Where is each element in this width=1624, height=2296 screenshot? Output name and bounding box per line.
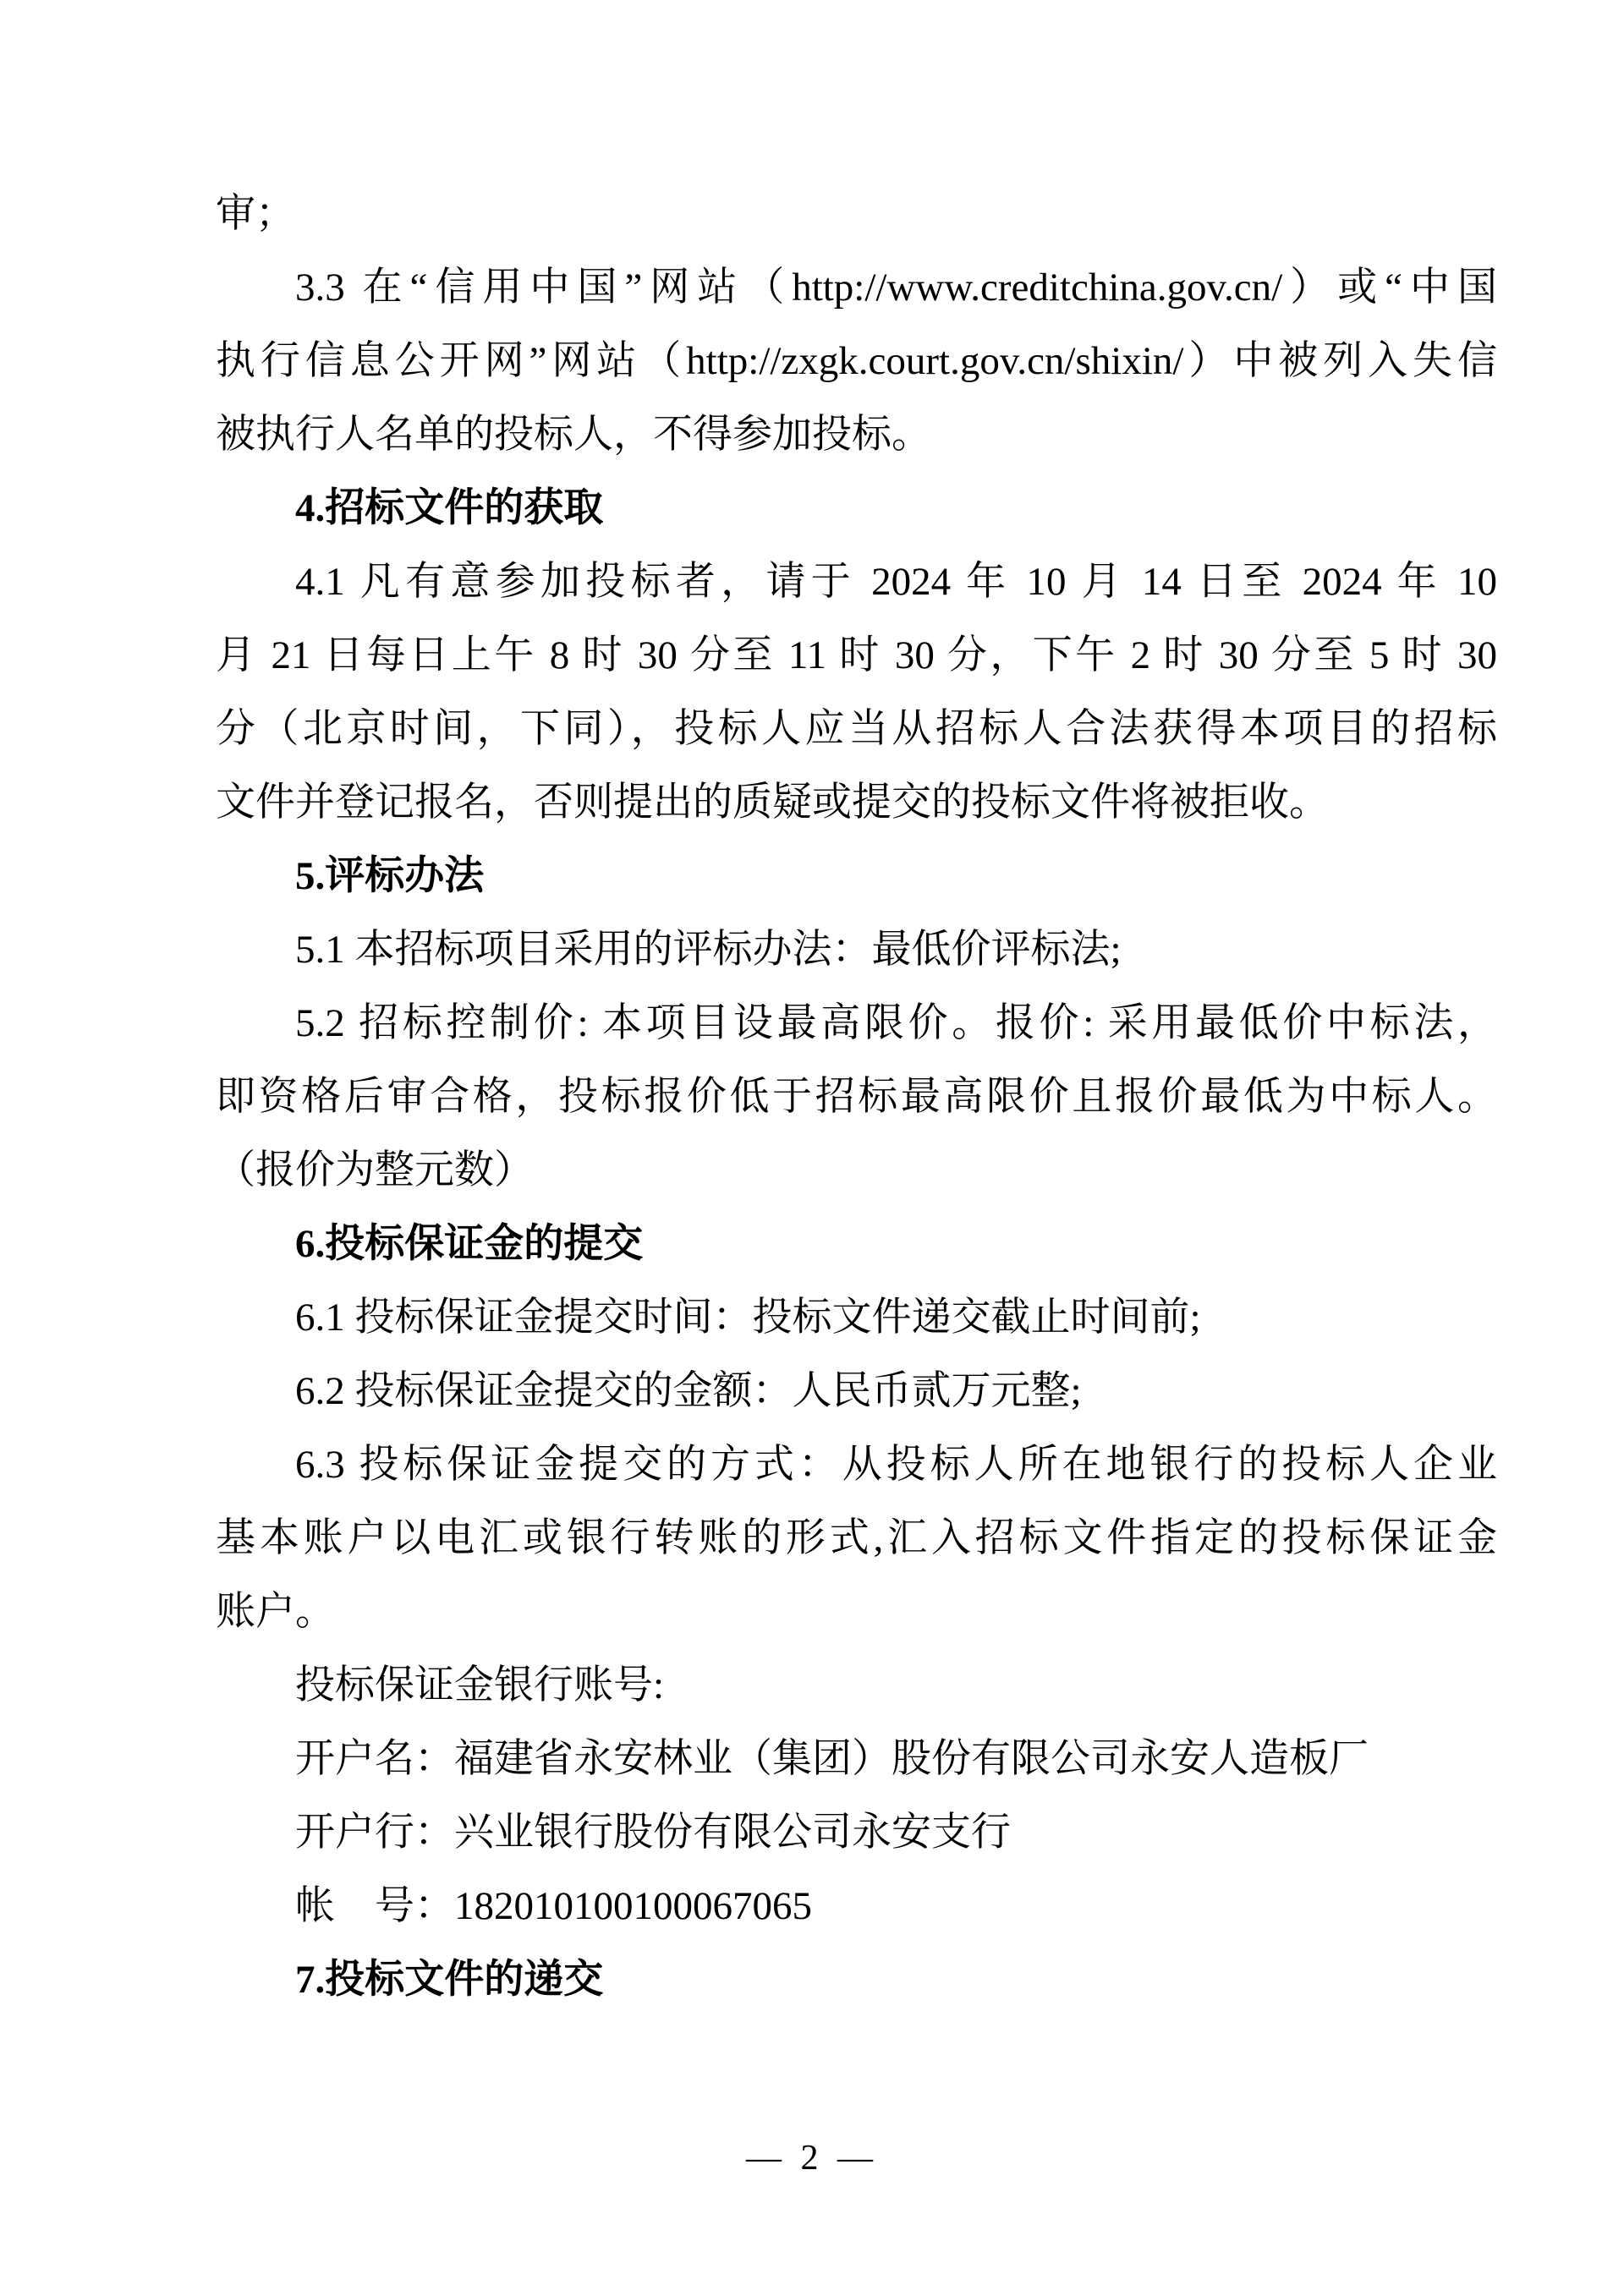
document-body bbox=[216, 178, 1497, 2017]
deposit-account-intro: 投标保证金银行账号: bbox=[295, 1663, 665, 1707]
section-7-heading: 7.投标文件的递交 bbox=[295, 1958, 604, 2002]
section-4-heading: 4.招标文件的获取 bbox=[295, 486, 604, 530]
clause-6-3-line-2: 基本账户以电汇或银行转账的形式,汇入招标文件指定的投标保证金 bbox=[216, 1516, 1497, 1560]
section-6-heading: 6.投标保证金的提交 bbox=[295, 1222, 644, 1266]
clause-6-3-line-1: 6.3 投标保证金提交的方式：从投标人所在地银行的投标人企业 bbox=[295, 1443, 1497, 1487]
clause-6-3-line-3: 账户。 bbox=[216, 1590, 335, 1634]
clause-4-1-line-1: 4.1 凡有意参加投标者，请于 2024 年 10 月 14 日至 2024 年 10 bbox=[295, 560, 1497, 604]
page-number: — 2 — bbox=[746, 2139, 878, 2178]
account-number-line: 帐 号：182010100100067065 bbox=[295, 1884, 812, 1928]
clause-3-3-line-3: 被执行人名单的投标人，不得参加投标。 bbox=[216, 413, 931, 457]
account-name-line: 开户名：福建省永安林业（集团）股份有限公司永安人造板厂 bbox=[295, 1737, 1369, 1781]
clause-4-1-line-3: 分（北京时间，下同），投标人应当从招标人合法获得本项目的招标 bbox=[216, 707, 1497, 751]
clause-4-1-line-4: 文件并登记报名，否则提出的质疑或提交的投标文件将被拒收。 bbox=[216, 781, 1329, 825]
carryover-line: 审； bbox=[216, 192, 295, 236]
clause-5-1: 5.1 本招标项目采用的评标办法：最低价评标法; bbox=[295, 928, 1122, 972]
clause-6-2: 6.2 投标保证金提交的金额：人民币贰万元整; bbox=[295, 1369, 1082, 1413]
clause-5-2-line-2: 即资格后审合格，投标报价低于招标最高限价且报价最低为中标人。 bbox=[216, 1075, 1497, 1119]
clause-3-3-line-1: 3.3 在“信用中国”网站（http://www.creditchina.gov.cn/）或“中国 bbox=[295, 266, 1497, 310]
clause-5-2-line-3: （报价为整元数） bbox=[216, 1148, 534, 1192]
clause-6-1: 6.1 投标保证金提交时间：投标文件递交截止时间前; bbox=[295, 1296, 1201, 1340]
clause-4-1-line-2: 月 21 日每日上午 8 时 30 分至 11 时 30 分，下午 2 时 30 分至 5 时 30 bbox=[216, 633, 1497, 677]
clause-5-2-line-1: 5.2 招标控制价: 本项目设最高限价。报价: 采用最低价中标法， bbox=[295, 1001, 1497, 1045]
section-5-heading: 5.评标办法 bbox=[295, 854, 485, 898]
clause-3-3-line-2: 执行信息公开网”网站（http://zxgk.court.gov.cn/shixin/）中被列入失信 bbox=[216, 339, 1497, 383]
bank-name-line: 开户行：兴业银行股份有限公司永安支行 bbox=[295, 1811, 1011, 1855]
